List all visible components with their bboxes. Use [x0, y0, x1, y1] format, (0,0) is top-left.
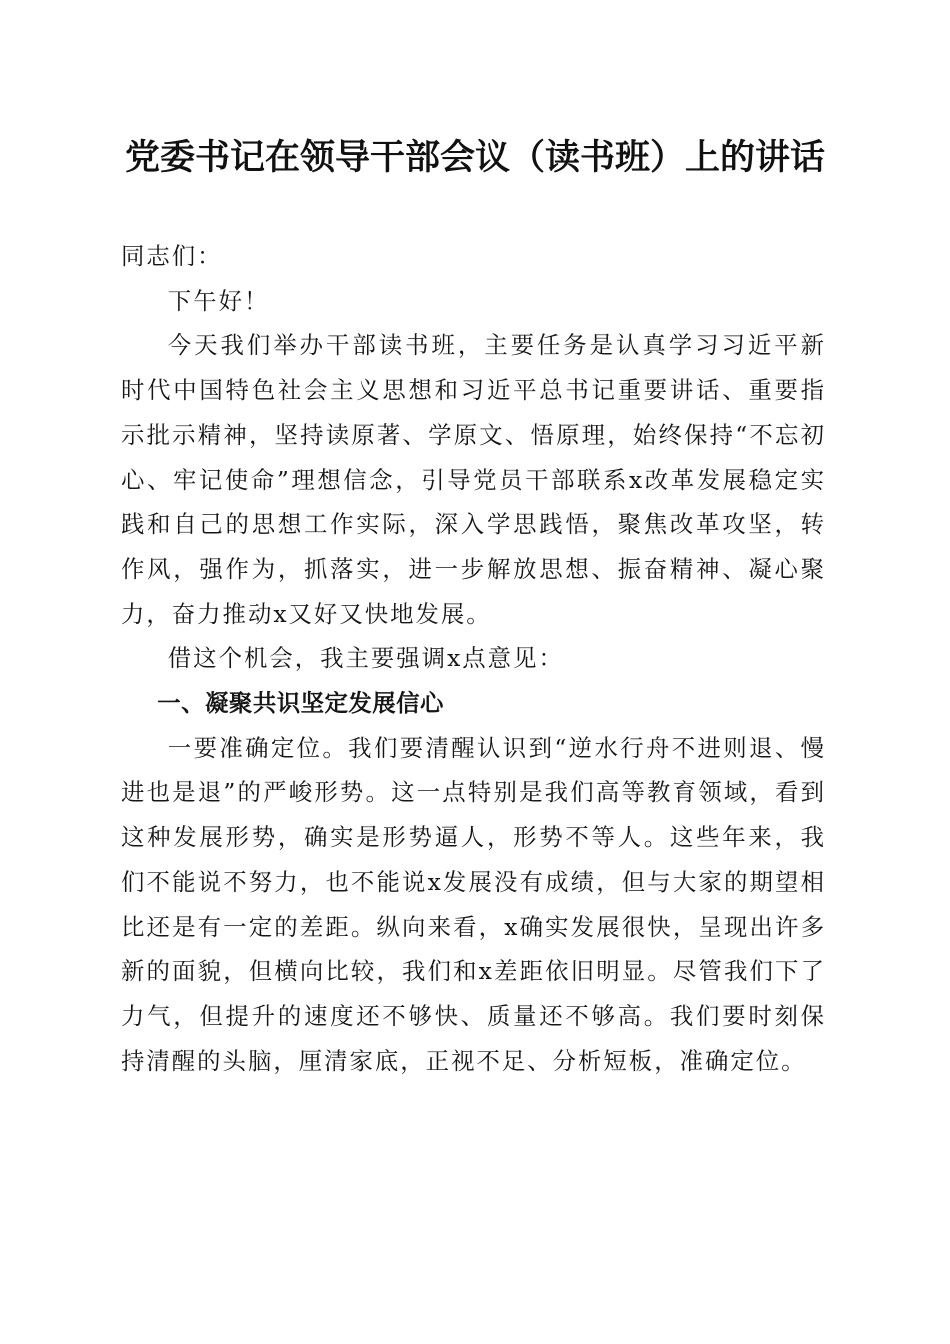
paragraph-positioning: 一要准确定位。我们要清醒认识到“逆水行舟不进则退、慢进也是退”的严峻形势。这一点特别是我们高等教育领域，看到这种发展形势，确实是形势逼人，形势不等人。这些年来，我们不能说不努力，也不能说x发展没有成绩，但与大家的期望相比还是有一定的差距。纵向来看，x确实发展很快，呈现出许多新的面貌，但横向比较，我们和x差距依旧明显。尽管我们下了力气，但提升的速度还不够快、质量还不够高。我们要时刻保持清醒的头脑，厘清家底，正视不足、分析短板，准确定位。 [121, 733, 826, 1075]
salutation: 同志们： [121, 242, 223, 270]
document-body [121, 234, 826, 1083]
paragraph-transition: 借这个机会，我主要强调x点意见： [167, 644, 564, 673]
greeting: 下午好！ [167, 286, 270, 315]
document-title: 党委书记在领导干部会议（读书班）上的讲话 [124, 137, 825, 178]
section-heading-1: 一、凝聚共识坚定发展信心 [157, 689, 444, 718]
paragraph-intro: 今天我们举办干部读书班，主要任务是认真学习习近平新时代中国特色社会主义思想和习近平总书记重要讲话、重要指示批示精神，坚持读原著、学原文、悟原理，始终保持“不忘初心、牢记使命”理想信念，引导党员干部联系x改革发展稳定实践和自己的思想工作实际，深入学思践悟，聚焦改革攻坚，转作风，强作为，抓落实，进一步解放思想、振奋精神、凝心聚力，奋力推动x又好又快地发展。 [121, 331, 826, 628]
